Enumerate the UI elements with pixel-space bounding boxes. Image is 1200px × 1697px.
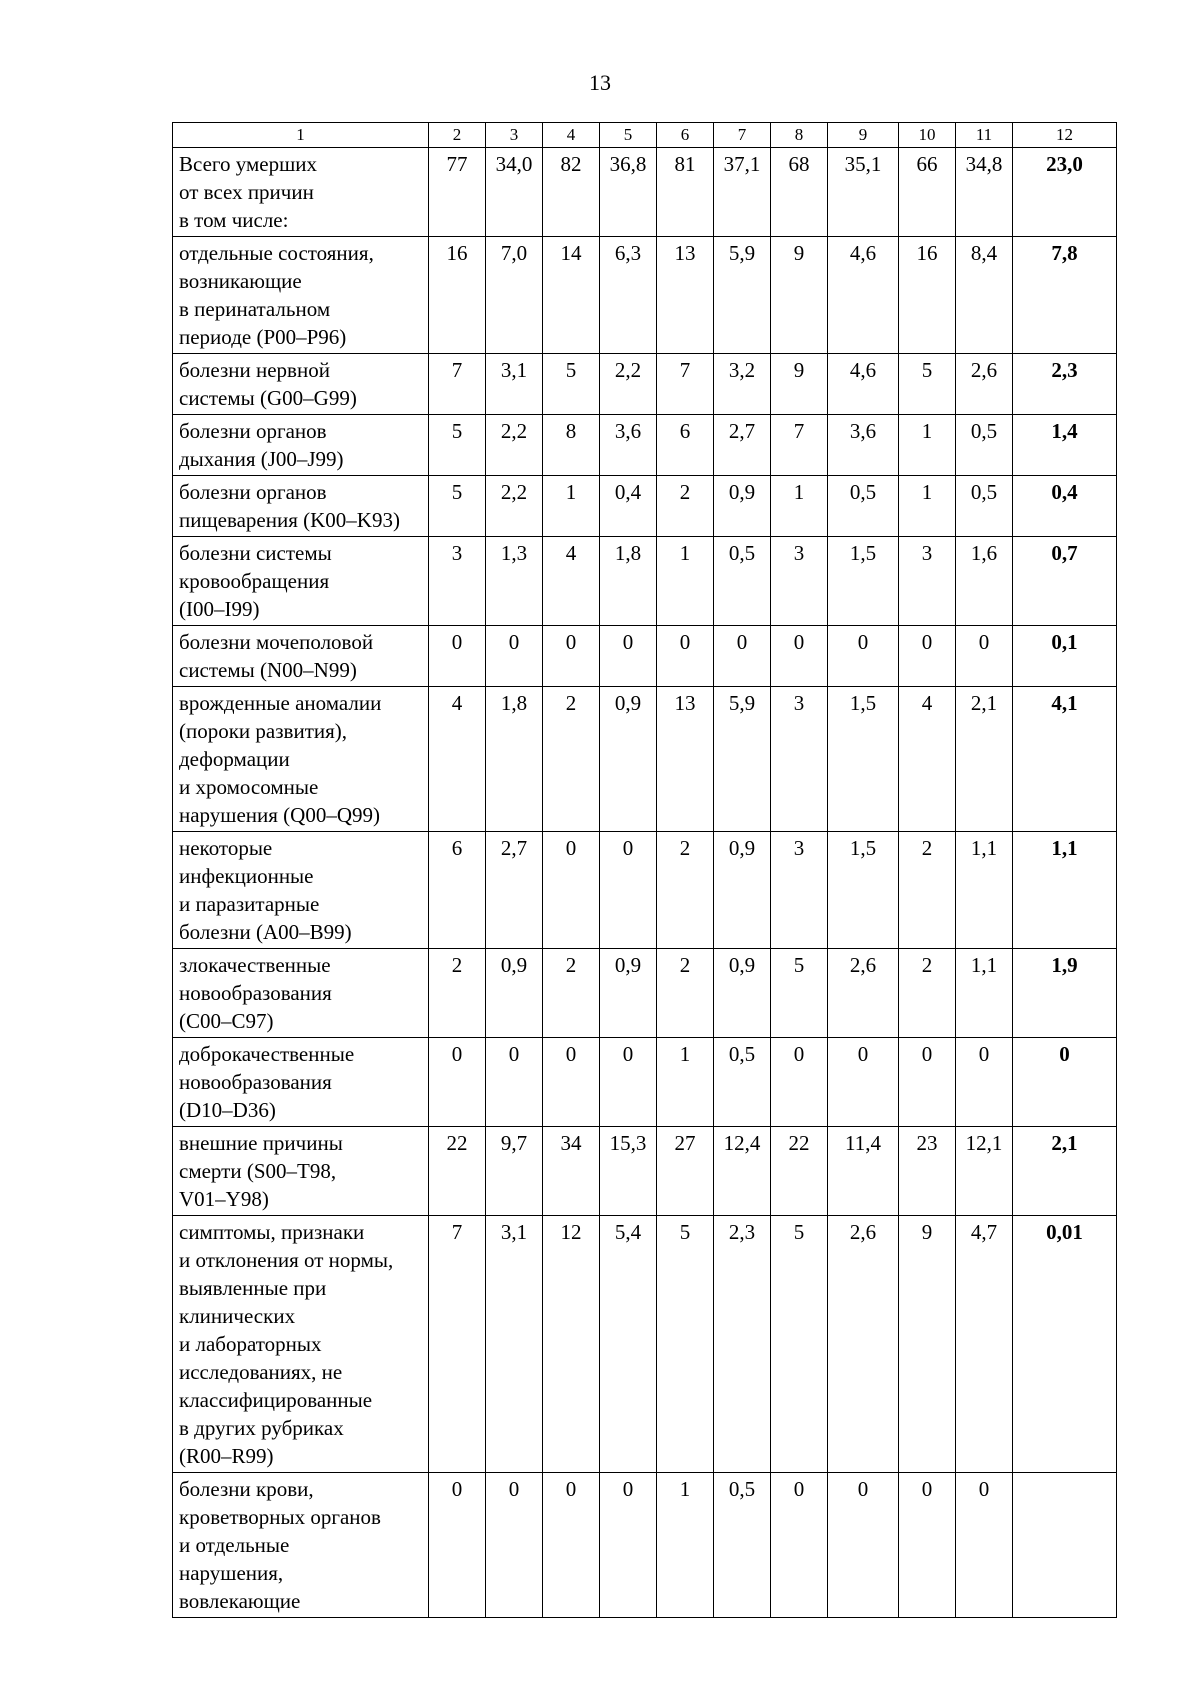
value-cell: 35,1 <box>828 148 899 237</box>
value-cell: 66 <box>899 148 956 237</box>
value-cell: 0 <box>714 626 771 687</box>
cause-label-line: и отдельные <box>179 1533 290 1557</box>
value-cell: 4 <box>429 687 486 832</box>
table-row <box>173 949 1117 1038</box>
value-cell: 1,5 <box>828 687 899 832</box>
value-cell: 36,8 <box>600 148 657 237</box>
value-cell: 34,8 <box>956 148 1013 237</box>
value-cell: 5 <box>543 354 600 415</box>
value-cell: 11,4 <box>828 1127 899 1216</box>
total-cell <box>1013 1473 1117 1618</box>
value-cell: 77 <box>429 148 486 237</box>
table-row <box>173 1127 1117 1216</box>
value-cell: 0,9 <box>600 949 657 1038</box>
cause-label-line: Всего умерших <box>179 152 317 176</box>
value-cell: 3,1 <box>486 1216 543 1473</box>
cause-label-line: болезни мочеполовой <box>179 630 374 654</box>
value-cell: 4,6 <box>828 354 899 415</box>
value-cell: 12,1 <box>956 1127 1013 1216</box>
value-cell: 9 <box>771 354 828 415</box>
total-cell: 1,4 <box>1013 415 1117 476</box>
total-cell: 2,1 <box>1013 1127 1117 1216</box>
total-cell: 0,4 <box>1013 476 1117 537</box>
value-cell: 5 <box>771 1216 828 1473</box>
value-cell: 1,1 <box>956 949 1013 1038</box>
value-cell: 0 <box>429 1473 486 1618</box>
value-cell: 2 <box>657 949 714 1038</box>
value-cell: 22 <box>429 1127 486 1216</box>
total-cell: 0 <box>1013 1038 1117 1127</box>
value-cell: 3,1 <box>486 354 543 415</box>
value-cell: 0 <box>657 626 714 687</box>
value-cell: 23 <box>899 1127 956 1216</box>
cause-label-line: периоде (P00–P96) <box>179 325 347 349</box>
table-row <box>173 832 1117 949</box>
value-cell: 2,7 <box>486 832 543 949</box>
cause-label-line: некоторые <box>179 836 273 860</box>
column-number-1: 1 <box>173 123 429 148</box>
value-cell: 6,3 <box>600 237 657 354</box>
value-cell: 4 <box>543 537 600 626</box>
value-cell: 5 <box>899 354 956 415</box>
value-cell: 9 <box>899 1216 956 1473</box>
value-cell: 0,9 <box>714 476 771 537</box>
value-cell: 3 <box>771 687 828 832</box>
value-cell: 1 <box>543 476 600 537</box>
value-cell: 0 <box>899 1473 956 1618</box>
cause-label-line: (D10–D36) <box>179 1098 276 1122</box>
column-number-8: 8 <box>771 123 828 148</box>
value-cell: 13 <box>657 237 714 354</box>
value-cell: 3 <box>771 537 828 626</box>
cause-label <box>173 148 429 237</box>
value-cell: 3,6 <box>828 415 899 476</box>
cause-label-line: нарушения (Q00–Q99) <box>179 803 380 827</box>
column-number-12: 12 <box>1013 123 1117 148</box>
cause-label-line: в том числе: <box>179 208 289 232</box>
value-cell: 0,5 <box>956 476 1013 537</box>
value-cell: 0 <box>486 626 543 687</box>
cause-label-line: доброкачественные <box>179 1042 355 1066</box>
cause-label-line: кровообращения <box>179 569 330 593</box>
total-cell: 23,0 <box>1013 148 1117 237</box>
value-cell: 0,9 <box>714 832 771 949</box>
table-row <box>173 148 1117 237</box>
value-cell: 1 <box>657 537 714 626</box>
value-cell: 0 <box>429 626 486 687</box>
value-cell: 7 <box>657 354 714 415</box>
value-cell: 68 <box>771 148 828 237</box>
value-cell: 2 <box>899 949 956 1038</box>
value-cell: 34,0 <box>486 148 543 237</box>
column-number-2: 2 <box>429 123 486 148</box>
cause-label-line: деформации <box>179 747 290 771</box>
total-cell: 1,9 <box>1013 949 1117 1038</box>
value-cell: 2,7 <box>714 415 771 476</box>
cause-label-line: болезни системы <box>179 541 332 565</box>
cause-label-line: болезни органов <box>179 480 327 504</box>
cause-label-line: инфекционные <box>179 864 314 888</box>
cause-label <box>173 687 429 832</box>
cause-label-line: и лабораторных <box>179 1332 322 1356</box>
cause-label-line: в перинатальном <box>179 297 331 321</box>
cause-label <box>173 1127 429 1216</box>
total-cell: 0,1 <box>1013 626 1117 687</box>
value-cell: 1 <box>657 1038 714 1127</box>
value-cell: 37,1 <box>714 148 771 237</box>
value-cell: 0 <box>600 626 657 687</box>
cause-label-line: болезни органов <box>179 419 327 443</box>
value-cell: 81 <box>657 148 714 237</box>
value-cell: 0 <box>828 1473 899 1618</box>
value-cell: 3 <box>771 832 828 949</box>
table-row <box>173 1473 1117 1618</box>
column-number-9: 9 <box>828 123 899 148</box>
value-cell: 0 <box>956 626 1013 687</box>
value-cell: 0 <box>956 1038 1013 1127</box>
column-number-4: 4 <box>543 123 600 148</box>
value-cell: 8,4 <box>956 237 1013 354</box>
cause-label-line: новообразования <box>179 981 332 1005</box>
table-row <box>173 237 1117 354</box>
value-cell: 0 <box>828 626 899 687</box>
value-cell: 2,2 <box>486 415 543 476</box>
value-cell: 0 <box>486 1473 543 1618</box>
value-cell: 5,4 <box>600 1216 657 1473</box>
table-row <box>173 476 1117 537</box>
value-cell: 0 <box>600 832 657 949</box>
table-row <box>173 354 1117 415</box>
cause-label-line: (R00–R99) <box>179 1444 274 1468</box>
table-row <box>173 687 1117 832</box>
cause-label-line: выявленные при <box>179 1276 327 1300</box>
value-cell: 2,1 <box>956 687 1013 832</box>
cause-label <box>173 1216 429 1473</box>
value-cell: 1 <box>657 1473 714 1618</box>
cause-label-line: внешние причины <box>179 1131 343 1155</box>
column-number-row <box>173 123 1117 148</box>
value-cell: 5 <box>429 415 486 476</box>
value-cell: 0 <box>771 1038 828 1127</box>
value-cell: 0 <box>600 1473 657 1618</box>
value-cell: 5,9 <box>714 687 771 832</box>
value-cell: 0 <box>543 832 600 949</box>
value-cell: 0 <box>899 1038 956 1127</box>
value-cell: 0 <box>828 1038 899 1127</box>
value-cell: 5 <box>771 949 828 1038</box>
cause-label-line: клинических <box>179 1304 296 1328</box>
value-cell: 9 <box>771 237 828 354</box>
cause-label-line: врожденные аномалии <box>179 691 382 715</box>
value-cell: 5 <box>657 1216 714 1473</box>
value-cell: 1,6 <box>956 537 1013 626</box>
value-cell: 1 <box>899 415 956 476</box>
cause-label-line: возникающие <box>179 269 302 293</box>
value-cell: 4 <box>899 687 956 832</box>
cause-label-line: болезни (A00–B99) <box>179 920 352 944</box>
total-cell: 0,7 <box>1013 537 1117 626</box>
value-cell: 0,5 <box>956 415 1013 476</box>
value-cell: 1 <box>771 476 828 537</box>
value-cell: 15,3 <box>600 1127 657 1216</box>
cause-label <box>173 415 429 476</box>
page-number: 13 <box>589 70 611 95</box>
column-number-5: 5 <box>600 123 657 148</box>
cause-label-line: (C00–C97) <box>179 1009 274 1033</box>
value-cell: 3,2 <box>714 354 771 415</box>
cause-label <box>173 949 429 1038</box>
value-cell: 2,6 <box>828 949 899 1038</box>
value-cell: 12 <box>543 1216 600 1473</box>
value-cell: 12,4 <box>714 1127 771 1216</box>
cause-label-line: и отклонения от нормы, <box>179 1248 394 1272</box>
value-cell: 3 <box>429 537 486 626</box>
column-number-11: 11 <box>956 123 1013 148</box>
cause-label-line: отдельные состояния, <box>179 241 374 265</box>
column-number-7: 7 <box>714 123 771 148</box>
value-cell: 0,5 <box>714 1473 771 1618</box>
total-cell: 4,1 <box>1013 687 1117 832</box>
value-cell: 1 <box>899 476 956 537</box>
cause-label-line: V01–Y98) <box>179 1187 269 1211</box>
value-cell: 2 <box>429 949 486 1038</box>
value-cell: 2 <box>543 687 600 832</box>
value-cell: 7 <box>429 1216 486 1473</box>
value-cell: 2,2 <box>600 354 657 415</box>
cause-label-line: и хромосомные <box>179 775 319 799</box>
mortality-table <box>172 122 1117 1618</box>
value-cell: 1,1 <box>956 832 1013 949</box>
cause-label-line: пищеварения (K00–K93) <box>179 508 400 532</box>
value-cell: 1,3 <box>486 537 543 626</box>
value-cell: 8 <box>543 415 600 476</box>
table-row <box>173 1038 1117 1127</box>
cause-label <box>173 354 429 415</box>
value-cell: 16 <box>899 237 956 354</box>
cause-label-line: симптомы, признаки <box>179 1220 365 1244</box>
total-cell: 2,3 <box>1013 354 1117 415</box>
value-cell: 16 <box>429 237 486 354</box>
value-cell: 0 <box>771 626 828 687</box>
cause-label <box>173 237 429 354</box>
value-cell: 2 <box>657 832 714 949</box>
column-number-3: 3 <box>486 123 543 148</box>
total-cell: 1,1 <box>1013 832 1117 949</box>
value-cell: 1,8 <box>486 687 543 832</box>
cause-label <box>173 537 429 626</box>
cause-label-line: дыхания (J00–J99) <box>179 447 344 471</box>
value-cell: 4,6 <box>828 237 899 354</box>
cause-label <box>173 476 429 537</box>
value-cell: 2,3 <box>714 1216 771 1473</box>
value-cell: 22 <box>771 1127 828 1216</box>
table-row <box>173 626 1117 687</box>
cause-label-line: болезни крови, <box>179 1477 314 1501</box>
value-cell: 2,6 <box>828 1216 899 1473</box>
table-body <box>173 148 1117 1618</box>
value-cell: 5,9 <box>714 237 771 354</box>
cause-label-line: болезни нервной <box>179 358 330 382</box>
value-cell: 0 <box>486 1038 543 1127</box>
table-row <box>173 1216 1117 1473</box>
value-cell: 0,9 <box>600 687 657 832</box>
cause-label-line: злокачественные <box>179 953 331 977</box>
cause-label <box>173 626 429 687</box>
cause-label-line: классифицированные <box>179 1388 373 1412</box>
value-cell: 0 <box>899 626 956 687</box>
value-cell: 5 <box>429 476 486 537</box>
value-cell: 7,0 <box>486 237 543 354</box>
cause-label-line: системы (N00–N99) <box>179 658 357 682</box>
value-cell: 0 <box>543 626 600 687</box>
cause-label-line: системы (G00–G99) <box>179 386 357 410</box>
value-cell: 0,5 <box>828 476 899 537</box>
value-cell: 0 <box>429 1038 486 1127</box>
cause-label-line: (пороки развития), <box>179 719 348 743</box>
value-cell: 6 <box>429 832 486 949</box>
total-cell: 0,01 <box>1013 1216 1117 1473</box>
value-cell: 3,6 <box>600 415 657 476</box>
cause-label-line: вовлекающие <box>179 1589 301 1613</box>
value-cell: 1,5 <box>828 537 899 626</box>
cause-label-line: нарушения, <box>179 1561 284 1585</box>
value-cell: 3 <box>899 537 956 626</box>
value-cell: 2,6 <box>956 354 1013 415</box>
value-cell: 0 <box>600 1038 657 1127</box>
value-cell: 2 <box>543 949 600 1038</box>
cause-label-line: исследованиях, не <box>179 1360 343 1384</box>
value-cell: 2,2 <box>486 476 543 537</box>
value-cell: 0,5 <box>714 1038 771 1127</box>
value-cell: 1,5 <box>828 832 899 949</box>
cause-label <box>173 832 429 949</box>
value-cell: 82 <box>543 148 600 237</box>
value-cell: 4,7 <box>956 1216 1013 1473</box>
value-cell: 7 <box>429 354 486 415</box>
value-cell: 34 <box>543 1127 600 1216</box>
cause-label-line: (I00–I99) <box>179 597 260 621</box>
value-cell: 0,4 <box>600 476 657 537</box>
table-row <box>173 415 1117 476</box>
value-cell: 13 <box>657 687 714 832</box>
value-cell: 0 <box>771 1473 828 1618</box>
table-row <box>173 537 1117 626</box>
value-cell: 14 <box>543 237 600 354</box>
cause-label-line: от всех причин <box>179 180 314 204</box>
value-cell: 7 <box>771 415 828 476</box>
cause-label-line: смерти (S00–T98, <box>179 1159 337 1183</box>
value-cell: 0,9 <box>714 949 771 1038</box>
column-number-10: 10 <box>899 123 956 148</box>
cause-label <box>173 1473 429 1618</box>
value-cell: 1,8 <box>600 537 657 626</box>
total-cell: 7,8 <box>1013 237 1117 354</box>
value-cell: 0,5 <box>714 537 771 626</box>
cause-label-line: в других рубриках <box>179 1416 344 1440</box>
value-cell: 2 <box>899 832 956 949</box>
cause-label-line: кроветворных органов <box>179 1505 381 1529</box>
value-cell: 0 <box>543 1473 600 1618</box>
value-cell: 0 <box>543 1038 600 1127</box>
value-cell: 9,7 <box>486 1127 543 1216</box>
value-cell: 0 <box>956 1473 1013 1618</box>
cause-label-line: и паразитарные <box>179 892 320 916</box>
value-cell: 0,9 <box>486 949 543 1038</box>
value-cell: 2 <box>657 476 714 537</box>
column-number-6: 6 <box>657 123 714 148</box>
cause-label <box>173 1038 429 1127</box>
value-cell: 27 <box>657 1127 714 1216</box>
cause-label-line: новообразования <box>179 1070 332 1094</box>
value-cell: 6 <box>657 415 714 476</box>
